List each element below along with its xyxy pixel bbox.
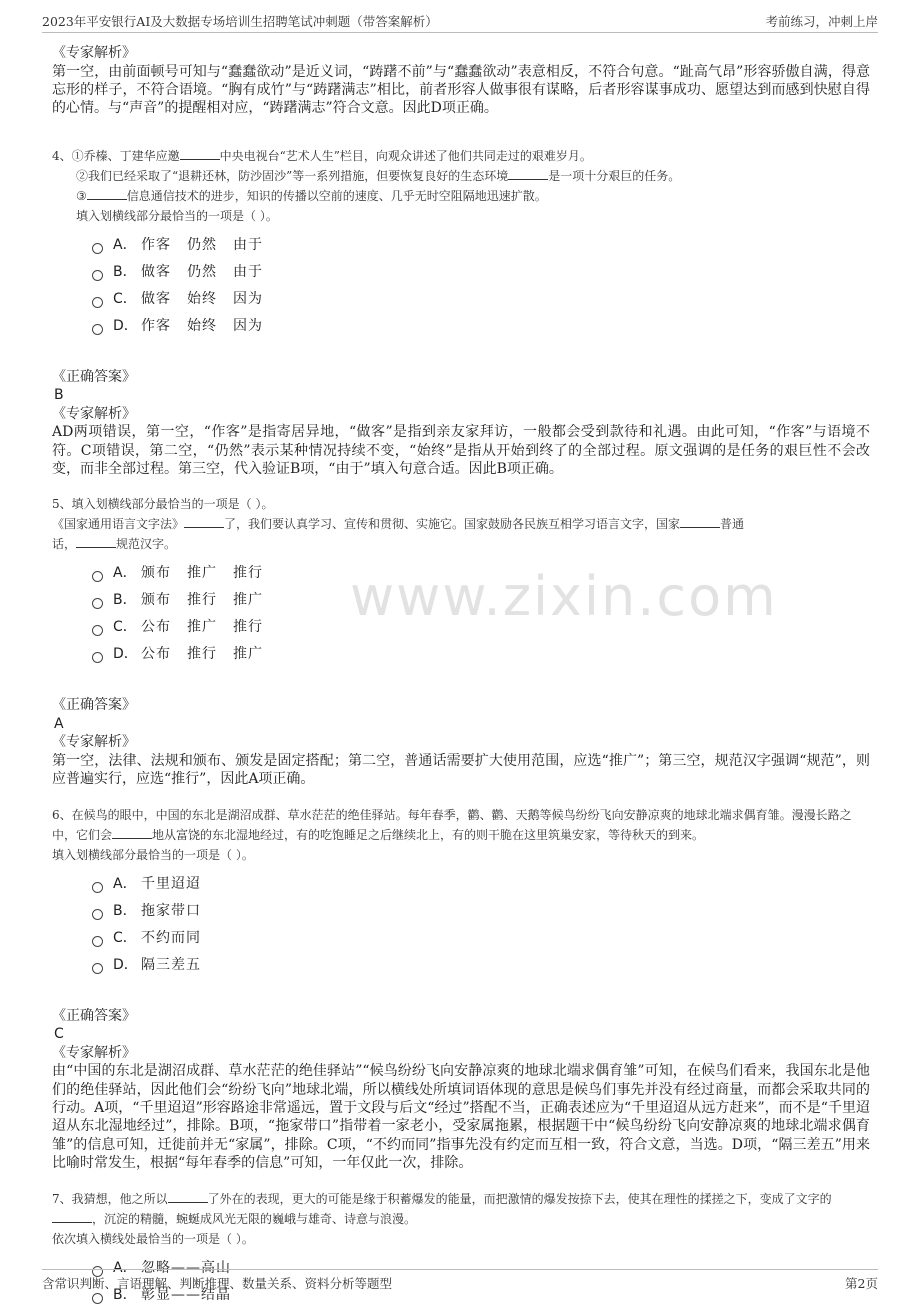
q4-sentence2-b: 是一项十分艰巨的任务。 [548,168,681,183]
q5-text-5: 规范汉字。 [116,537,177,552]
q7-text-1: 7、我猜想，他之所以 [52,1191,168,1206]
main-content [52,44,870,1309]
q6-option-c[interactable]: C． 不约而同 [92,925,870,952]
page-header [42,10,878,32]
footer-categories: 含常识判断、言语理解、判断推理、数量关系、资料分析等题型 [42,1276,393,1291]
document-title: 2023年平安银行AI及大数据专场培训生招聘笔试冲刺题（带答案解析） [42,14,438,29]
q5-answer: A [54,715,64,732]
q5-option-b[interactable]: B． 颁布 推行 推广 [92,587,870,614]
question-4 [52,146,870,479]
blank-line [87,187,127,200]
q6-option-a[interactable]: A． 千里迢迢 [92,871,870,898]
q5-options [92,560,870,668]
q4-sentence1-a: 4、①乔榛、丁建华应邀 [52,148,180,163]
answer-label: 《正确答案》 [52,1007,136,1024]
q5-option-d[interactable]: D． 公布 推行 推广 [92,641,870,668]
q6-text-2: 地从富饶的东北湿地经过，有的吃饱睡足之后继续北上，有的则干脆在这里筑巢安家，等待秋天的到来。 [152,827,705,842]
analysis-label: 《专家解析》 [52,734,136,751]
radio-icon[interactable] [92,324,103,335]
blank-line [112,826,152,839]
blank-line [52,1210,92,1223]
q3-analysis: 第一空，由前面顿号可知与“蠢蠢欲动”是近义词，“踌躇不前”与“蠢蠢欲动”表意相反，不符合句意。“趾高气昂”形容骄傲自满，得意忘形的样子，不符合语境。“胸有成竹”与“踌躇满志”相比，前者形容人做事很有谋略，后者形容谋事成功、愿望达到而感到快慰自得的心情。与“声音”的提醒相对应，“踌躇满志”符合文意。因此D项正确。 [52,63,870,117]
radio-icon[interactable] [92,1293,103,1304]
radio-icon[interactable] [92,909,103,920]
q5-option-c[interactable]: C． 公布 推广 推行 [92,614,870,641]
q4-options [92,232,870,340]
q4-sentence3-b: 信息通信技术的进步，知识的传播以空前的速度、几乎无时空阻隔地迅速扩散。 [126,188,547,203]
q6-answer: C [54,1026,64,1043]
q5-text-2: 了，我们要认真学习、宣传和贯彻、实施它。国家鼓励各民族互相学习语言文字，国家 [224,517,681,532]
watermark: www.zixin.com [350,565,778,628]
blank-line [184,515,224,528]
q4-sentence3-a: ③ [76,188,87,203]
q6-options [92,871,870,979]
q5-text-4: 话， [52,537,77,552]
q7-prompt: 依次填入横线处最恰当的一项是（ ）。 [52,1231,254,1246]
radio-icon[interactable] [92,297,103,308]
header-divider [42,32,878,33]
answer-label: 《正确答案》 [52,368,136,385]
q5-text-1: 《国家通用语言文字法》 [52,517,185,532]
radio-icon[interactable] [92,963,103,974]
blank-line [508,167,548,180]
q4-sentence1-b: 中央电视台“艺术人生”栏目，向观众讲述了他们共同走过的艰难岁月。 [219,148,592,163]
q7-text-3: ，沉淀的精髓，蜿蜒成风光无限的巍峨与雄奇、诗意与浪漫。 [92,1211,417,1226]
q6-option-d[interactable]: D． 隔三差五 [92,952,870,979]
radio-icon[interactable] [92,936,103,947]
radio-icon[interactable] [92,571,103,582]
q4-option-c[interactable]: C． 做客 始终 因为 [92,286,870,313]
question-5 [52,494,870,788]
q4-prompt: 填入划横线部分最恰当的一项是（ ）。 [76,208,278,223]
radio-icon[interactable] [92,598,103,609]
footer-divider [42,1269,878,1270]
page-number: 第2页 [845,1276,878,1291]
q4-sentence2-a: ②我们已经采取了“退耕还林，防沙固沙”等一系列措施，但要恢复良好的生态环境 [76,168,509,183]
q6-prompt: 填入划横线部分最恰当的一项是（ ）。 [52,847,254,862]
answer-label: 《正确答案》 [52,697,136,714]
q6-option-b[interactable]: B． 拖家带口 [92,898,870,925]
q7-option-b[interactable]: B． 彰显——结晶 [92,1282,870,1309]
q6-text-1: 6、在候鸟的眼中，中国的东北是湖沼成群、草水茫茫的绝佳驿站。每年春季，鹳、鹳、天鹅等候鸟纷纷飞向安静凉爽的地球北端求偶育雏。漫漫长路之中，它们会 [52,807,852,842]
radio-icon[interactable] [92,243,103,254]
q7-option-a[interactable]: A． 忽略——高山 [92,1255,870,1282]
analysis-label: 《专家解析》 [52,1044,136,1061]
question-6 [52,805,870,1173]
blank-line [76,535,116,548]
radio-icon[interactable] [92,625,103,636]
radio-icon[interactable] [92,652,103,663]
q6-analysis: 由“中国的东北是湖沼成群、草水茫茫的绝佳驿站”“候鸟纷纷飞向安静凉爽的地球北端求偶育雏”可知，在候鸟们看来，我国东北是他们的绝佳驿站，因此他们会“纷纷飞向”地球北端，所以横线处所填词语体现的意思是候鸟们事先并没有经过商量，而都会采取共同的行动。A项，“千里迢迢”形容路途非常遥远，置于文段与后文“经过”搭配不当，正确表述应为“千里迢迢从远方赶来”，而不是“千里迢迢从东北湿地经过”，排除。B项，“拖家带口”指带着一家老小，受家属拖累，根据题干中“候鸟纷纷飞向安静凉爽的地球北端求偶育雏”的信息可知，迁徙前并无“家属”，排除。C项，“不约而同”指事先没有约定而互相一致，符合文意，当选。D项，“隔三差五”用来比喻时常发生，根据“每年春季的信息”可知，一年仅此一次，排除。 [52,1063,870,1172]
q5-analysis: 第一空，法律、法规和颁布、颁发是固定搭配；第二空，普通话需要扩大使用范围，应选“推广”；第三空，规范汉字强调“规范”，则应普遍实行，应选“推行”，因此A项正确。 [52,752,870,788]
q7-text-2: 了外在的表现，更大的可能是缘于积蓄爆发的能量，而把激情的爆发按捺下去，使其在理性的揉搓之下，变成了文字的 [207,1191,832,1206]
analysis-label: 《专家解析》 [52,405,136,422]
q4-answer: B [54,387,64,404]
q4-option-d[interactable]: D． 作客 始终 因为 [92,313,870,340]
radio-icon[interactable] [92,270,103,281]
header-slogan: 考前练习，冲刺上岸 [765,14,878,29]
q5-text-3: 普通 [720,517,745,532]
q5-option-a[interactable]: A． 颁布 推广 推行 [92,560,870,587]
q5-prompt: 5、填入划横线部分最恰当的一项是（ ）。 [52,497,274,512]
q4-option-a[interactable]: A． 作客 仍然 由于 [92,232,870,259]
blank-line [180,147,220,160]
q4-option-b[interactable]: B． 做客 仍然 由于 [92,259,870,286]
radio-icon[interactable] [92,882,103,893]
q4-analysis: AD两项错误，第一空，“作客”是指寄居异地，“做客”是指到亲友家拜访，一般都会受到款待和礼遇。由此可知，“作客”与语境不符。C项错误，第二空，“仍然”表示某种情况持续不变，“始终”是指从开始到终了的全部过程。原文强调的是任务的艰巨性不会改变，而非全部过程。第三空，代入验证B项，“由于”填入句意合适。因此B项正确。 [52,424,870,478]
blank-line [680,515,720,528]
analysis-label: 《专家解析》 [52,45,136,61]
blank-line [168,1190,208,1203]
